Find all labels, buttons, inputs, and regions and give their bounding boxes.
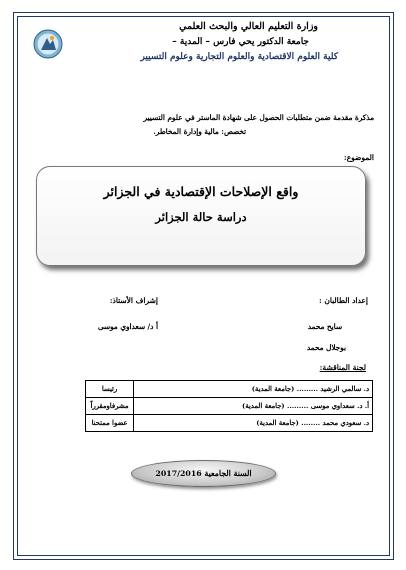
jury-member [134,415,373,432]
jury-dots: ......... [296,385,319,393]
jury-name: د. سعودي محمد [322,419,369,427]
table-row [86,381,373,398]
thesis-title: واقع الإصلاحات الإقتصادية في الجزائر [103,184,299,199]
table-row [86,398,373,415]
supervisor-name: أ د/ سعداوي موسى [97,322,158,331]
student-name-2: بوجلال محمد [306,343,346,352]
jury-member [134,381,373,398]
jury-university: (جامعة المدية) [242,402,285,410]
jury-dots: ........ [301,419,321,427]
supervision-label: إشراف الأستاذ: [109,296,158,305]
university-name: جامعة الدكتور يحي فارس – المدية – [172,37,309,47]
academic-year-badge: السنة الجامعية 2017/2016 [131,460,276,487]
committee-label: لجنة المناقشة: [319,363,366,372]
jury-university: (جامعة المدية) [256,419,299,427]
prepared-by-label: إعداد الطالبان : [318,296,368,305]
jury-university: (جامعة المدية) [251,385,295,393]
thesis-subtitle: دراسة حالة الجزائر [155,210,247,224]
jury-dots: ......... [287,402,309,410]
thesis-title-box [36,166,366,266]
jury-name: أ. د. سعداوي موسى [310,402,369,410]
jury-name: د. سالمي الرشيد [320,385,369,393]
memo-description: مذكرة مقدمة ضمن متطلبات الحصول على شهادة الماستر في علوم التسيير [143,113,374,122]
jury-member [134,398,373,415]
jury-role: مشرفاومقرراً [86,398,134,415]
jury-role: رئيسا [86,381,134,398]
subject-label: الموضوع: [343,153,374,162]
table-row [86,415,373,432]
jury-role: عضوا ممتحنا [86,415,134,432]
university-logo-icon [33,29,63,59]
specialization: تخصص: مالية وإدارة المخاطر. [153,127,246,136]
faculty-name: كلية العلوم الاقتصادية والعلوم التجارية وعلوم التسيير [140,52,338,62]
jury-table [85,380,373,432]
student-name-1: سايح محمد [307,322,342,331]
ministry-name: وزارة التعليم العالي والبحث العلمي [179,21,318,32]
